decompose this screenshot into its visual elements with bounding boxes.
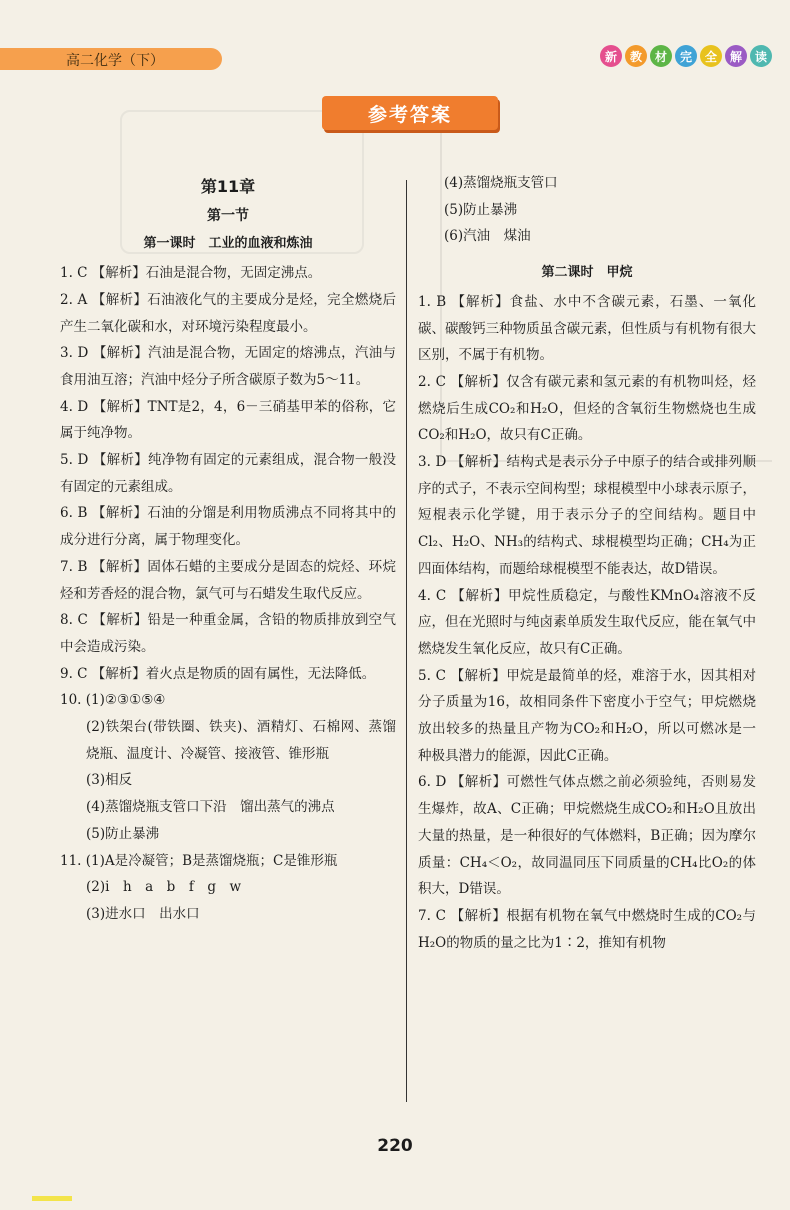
answer-item: 8. C 【解析】铅是一种重金属，含铅的物质排放到空气中会造成污染。 (60, 612, 396, 655)
answer-list-2 (418, 289, 756, 957)
answer-item: 5. C 【解析】甲烷是最简单的烃，难溶于水，因其相对分子质量为16，故相同条件下密度小于空气；甲烷燃烧放出较多的热量且产物为CO₂和H₂O，所以可燃冰是一种极具潜力的能源，因此C正确。 (418, 667, 756, 764)
book-title: 高二化学（下） (66, 53, 164, 69)
series-logo (600, 45, 772, 67)
answer-item: 2. A 【解析】石油液化气的主要成分是烃，完全燃烧后产生二氧化碳和水，对环境污染程度最小。 (60, 291, 396, 335)
answer-item: 10. (1)②③①⑤④ (60, 692, 166, 709)
answer-item: (5)防止暴沸 (86, 825, 160, 842)
answer-item: (2)铁架台(带铁圈、铁夹)、酒精灯、石棉网、蒸馏烧瓶、温度计、冷凝管、接液管、锥形瓶 (86, 719, 396, 762)
answer-item: (4)蒸馏烧瓶支管口下沿 馏出蒸气的沸点 (86, 799, 335, 816)
logo-char: 新 (600, 45, 622, 67)
answer-item: 9. C 【解析】着火点是物质的固有属性，无法降低。 (60, 665, 376, 682)
answer-item: (6)汽油 煤油 (444, 228, 531, 245)
lesson-heading-2: 第二课时 甲烷 (541, 265, 633, 281)
section-banner (322, 96, 498, 130)
left-column (60, 170, 396, 928)
logo-char: 完 (675, 45, 697, 67)
answer-list (60, 260, 396, 928)
answer-item: 4. C 【解析】甲烷性质稳定，与酸性KMnO₄溶液不反应，但在光照时与纯卤素单质发生取代反应，能在氧气中燃烧发生氧化反应，故只有C正确。 (418, 587, 756, 657)
section-heading: 第一节 (207, 207, 249, 224)
corner-accent (32, 1196, 72, 1201)
page-number: 220 (377, 1136, 413, 1156)
answer-item: 11. (1)A是冷凝管；B是蒸馏烧瓶；C是锥形瓶 (60, 852, 338, 869)
answer-item: 2. C 【解析】仅含有碳元素和氢元素的有机物叫烃，烃燃烧后生成CO₂和H₂O，但烃的含氧衍生物燃烧也生成CO₂和H₂O，故只有C正确。 (418, 373, 756, 444)
answer-item: (5)防止暴沸 (444, 201, 518, 218)
logo-char: 读 (750, 45, 772, 67)
answer-item: 4. D 【解析】TNT是2，4，6－三硝基甲苯的俗称，它属于纯净物。 (60, 398, 396, 442)
answer-item: 7. B 【解析】固体石蜡的主要成分是固态的烷烃、环烷烃和芳香烃的混合物，氯气可与石蜡发生取代反应。 (60, 558, 396, 602)
column-divider (406, 180, 407, 1102)
answer-item: 3. D 【解析】结构式是表示分子中原子的结合或排列顺序的式子，不表示空间构型；球棍模型中小球表示原子，短棍表示化学键，用于表示分子的空间结构。题目中Cl₂、H₂O、NH₃的结构式、球棍模型均正确；CH₄为正四面体结构，而题给球棍模型不能表达，故D错误。 (418, 454, 756, 577)
logo-char: 材 (650, 45, 672, 67)
banner-title: 参考答案 (367, 103, 452, 126)
right-column (418, 170, 756, 956)
logo-char: 教 (625, 45, 647, 67)
answer-item: (4)蒸馏烧瓶支管口 (444, 175, 558, 191)
logo-char: 解 (725, 45, 747, 67)
answer-item: 6. B 【解析】石油的分馏是利用物质沸点不同将其中的成分进行分离，属于物理变化。 (60, 505, 396, 549)
answer-item: (3)相反 (86, 772, 133, 789)
answer-item: (2)i h a b f g w (86, 879, 242, 896)
logo-char: 全 (700, 45, 722, 67)
chapter-heading: 第11章 (200, 177, 256, 196)
answer-item: 1. C 【解析】石油是混合物，无固定沸点。 (60, 265, 322, 282)
answer-item: (3)进水口 出水口 (86, 905, 200, 922)
answer-item: 1. B 【解析】食盐、水中不含碳元素，石墨、一氧化碳、碳酸钙三种物质虽含碳元素，但性质与有机物有很大区别，不属于有机物。 (418, 293, 756, 364)
answer-item: 7. C 【解析】根据有机物在氧气中燃烧时生成的CO₂与H₂O的物质的量之比为1∶2，推知有机物 (418, 907, 756, 951)
answer-item: 3. D 【解析】汽油是混合物，无固定的熔沸点，汽油与食用油互溶；汽油中烃分子所含碳原子数为5～11。 (60, 345, 396, 388)
answer-item: 5. D 【解析】纯净物有固定的元素组成，混合物一般没有固定的元素组成。 (60, 452, 396, 495)
answer-list-continued (418, 170, 756, 250)
answer-item: 6. D 【解析】可燃性气体点燃之前必须验纯，否则易发生爆炸，故A、C正确；甲烷燃烧生成CO₂和H₂O且放出大量的热量，是一种很好的气体燃料，B正确；因为摩尔质量：CH₄＜O₂，故同温同压下同质量的CH₄比O₂的体积大，D错误。 (418, 774, 756, 898)
book-title-tab (0, 48, 222, 70)
lesson-heading: 第一课时 工业的血液和炼油 (143, 236, 313, 252)
